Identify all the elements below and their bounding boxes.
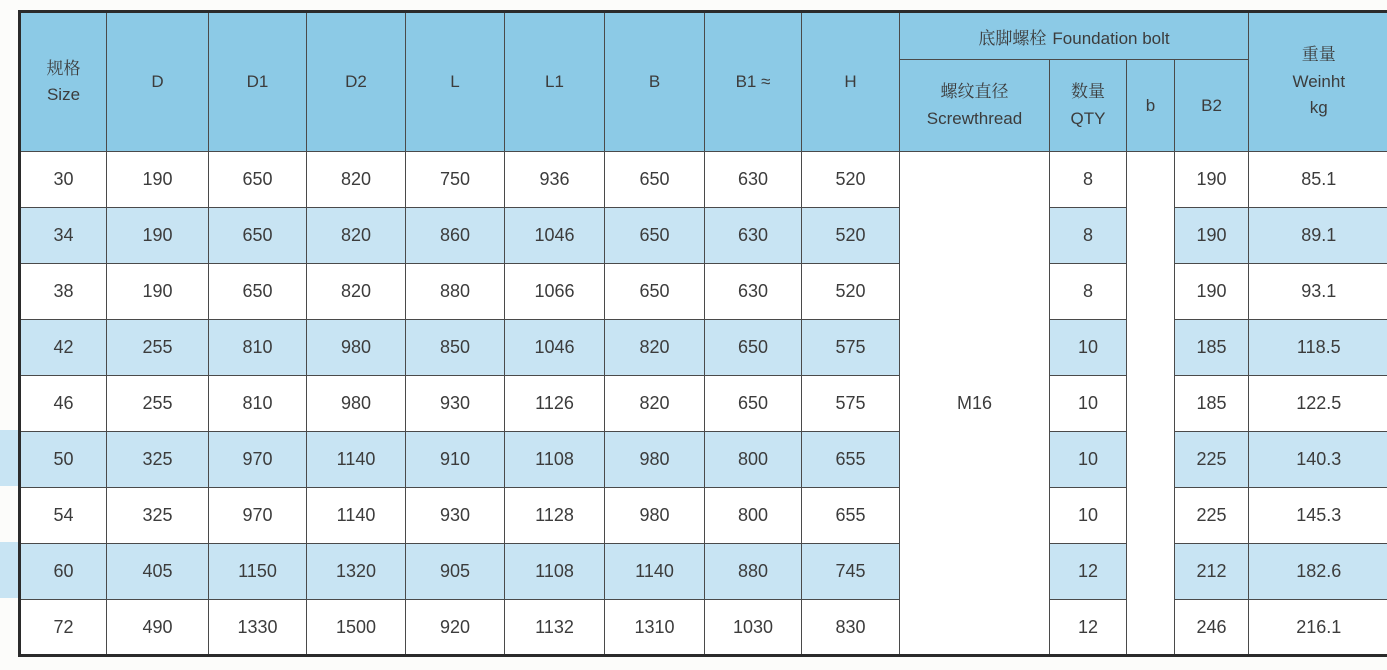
cell-d: 325 [107, 488, 209, 544]
cell-size: 38 [20, 264, 107, 320]
cell-h: 520 [802, 208, 900, 264]
cell-b: 650 [605, 208, 705, 264]
cell-b2: 225 [1175, 488, 1249, 544]
table-row [20, 152, 1387, 208]
spec-table [18, 10, 1387, 657]
col-header-b1: B1 ≈ [705, 12, 802, 152]
cell-l: 880 [406, 264, 505, 320]
cell-h: 745 [802, 544, 900, 600]
cell-d: 190 [107, 264, 209, 320]
cell-b2: 190 [1175, 152, 1249, 208]
cell-qty: 10 [1050, 320, 1127, 376]
table-row [20, 432, 1387, 488]
cell-b: 1140 [605, 544, 705, 600]
cell-size: 46 [20, 376, 107, 432]
cell-b1: 630 [705, 208, 802, 264]
cell-b2: 190 [1175, 264, 1249, 320]
table-row [20, 320, 1387, 376]
table-row [20, 208, 1387, 264]
cell-weight: 216.1 [1249, 600, 1387, 656]
scan-artifact-strip [0, 542, 18, 598]
cell-d2: 1140 [307, 488, 406, 544]
header-row-top [20, 12, 1387, 60]
cell-h: 520 [802, 264, 900, 320]
cell-weight: 89.1 [1249, 208, 1387, 264]
cell-size: 54 [20, 488, 107, 544]
cell-l: 850 [406, 320, 505, 376]
col-header-weight-en: Weinht [1292, 71, 1346, 91]
cell-d1: 650 [209, 208, 307, 264]
cell-b: 820 [605, 376, 705, 432]
col-header-d2: D2 [307, 12, 406, 152]
cell-b1: 800 [705, 488, 802, 544]
cell-b: 980 [605, 432, 705, 488]
cell-size: 34 [20, 208, 107, 264]
cell-weight: 145.3 [1249, 488, 1387, 544]
col-header-foundation-bolt [900, 12, 1249, 60]
cell-size: 72 [20, 600, 107, 656]
cell-weight: 122.5 [1249, 376, 1387, 432]
cell-h: 575 [802, 376, 900, 432]
col-header-b-small: b [1127, 60, 1175, 152]
cell-h: 575 [802, 320, 900, 376]
col-header-d: D [107, 12, 209, 152]
cell-h: 655 [802, 432, 900, 488]
cell-b1: 650 [705, 320, 802, 376]
table-body [20, 152, 1387, 656]
cell-l1: 1108 [505, 432, 605, 488]
col-header-screwthread [900, 60, 1050, 152]
cell-d: 190 [107, 208, 209, 264]
cell-screwthread-merged: M16 [900, 152, 1050, 656]
cell-l1: 1128 [505, 488, 605, 544]
cell-size: 50 [20, 432, 107, 488]
cell-h: 830 [802, 600, 900, 656]
cell-qty: 10 [1050, 488, 1127, 544]
cell-l1: 936 [505, 152, 605, 208]
cell-d2: 820 [307, 264, 406, 320]
cell-b1: 880 [705, 544, 802, 600]
table-row [20, 488, 1387, 544]
cell-d1: 970 [209, 488, 307, 544]
cell-qty: 10 [1050, 432, 1127, 488]
cell-d1: 1150 [209, 544, 307, 600]
col-header-qty [1050, 60, 1127, 152]
cell-weight: 140.3 [1249, 432, 1387, 488]
cell-b2: 225 [1175, 432, 1249, 488]
cell-d2: 1140 [307, 432, 406, 488]
cell-weight: 118.5 [1249, 320, 1387, 376]
cell-qty: 8 [1050, 152, 1127, 208]
col-header-b: B [605, 12, 705, 152]
col-header-size-en: Size [46, 85, 81, 104]
col-header-qty-zh: 数量 [1071, 82, 1105, 102]
cell-d1: 650 [209, 264, 307, 320]
table-row [20, 376, 1387, 432]
cell-d2: 1500 [307, 600, 406, 656]
cell-l1: 1108 [505, 544, 605, 600]
cell-weight: 85.1 [1249, 152, 1387, 208]
cell-weight: 182.6 [1249, 544, 1387, 600]
cell-b1: 630 [705, 264, 802, 320]
col-header-weight-unit: kg [1309, 98, 1328, 118]
cell-b1: 650 [705, 376, 802, 432]
table-row [20, 544, 1387, 600]
cell-weight: 93.1 [1249, 264, 1387, 320]
cell-b2: 185 [1175, 320, 1249, 376]
cell-l1: 1046 [505, 320, 605, 376]
col-header-d1: D1 [209, 12, 307, 152]
cell-d2: 820 [307, 152, 406, 208]
cell-l1: 1126 [505, 376, 605, 432]
col-header-screwthread-en: Screwthread [926, 108, 1023, 128]
col-header-foundation-bolt-zh: 底脚螺栓 [978, 28, 1047, 48]
table-row [20, 264, 1387, 320]
cell-l: 930 [406, 488, 505, 544]
col-header-size-zh: 规格 [46, 58, 81, 78]
cell-l: 750 [406, 152, 505, 208]
cell-qty: 12 [1050, 600, 1127, 656]
cell-b: 980 [605, 488, 705, 544]
col-header-h: H [802, 12, 900, 152]
cell-l: 930 [406, 376, 505, 432]
cell-d1: 810 [209, 376, 307, 432]
cell-qty: 12 [1050, 544, 1127, 600]
cell-d1: 970 [209, 432, 307, 488]
table-header [20, 12, 1387, 152]
cell-d2: 820 [307, 208, 406, 264]
cell-b1: 800 [705, 432, 802, 488]
cell-h: 655 [802, 488, 900, 544]
cell-b2: 185 [1175, 376, 1249, 432]
col-header-size [20, 12, 107, 152]
cell-b: 820 [605, 320, 705, 376]
cell-d2: 980 [307, 376, 406, 432]
cell-b-merged [1127, 152, 1175, 656]
cell-d: 190 [107, 152, 209, 208]
table-row [20, 600, 1387, 656]
cell-size: 60 [20, 544, 107, 600]
cell-l: 920 [406, 600, 505, 656]
cell-l: 910 [406, 432, 505, 488]
cell-d: 255 [107, 320, 209, 376]
cell-l1: 1066 [505, 264, 605, 320]
cell-b1: 1030 [705, 600, 802, 656]
cell-l: 860 [406, 208, 505, 264]
cell-h: 520 [802, 152, 900, 208]
col-header-qty-en: QTY [1070, 108, 1106, 128]
col-header-l: L [406, 12, 505, 152]
col-header-foundation-bolt-en: Foundation bolt [1052, 28, 1170, 48]
cell-b: 650 [605, 264, 705, 320]
cell-l1: 1046 [505, 208, 605, 264]
cell-l1: 1132 [505, 600, 605, 656]
cell-d1: 650 [209, 152, 307, 208]
cell-b: 650 [605, 152, 705, 208]
cell-size: 30 [20, 152, 107, 208]
col-header-weight-zh: 重量 [1301, 45, 1336, 65]
cell-l: 905 [406, 544, 505, 600]
cell-d2: 1320 [307, 544, 406, 600]
cell-qty: 8 [1050, 264, 1127, 320]
col-header-screwthread-zh: 螺纹直径 [940, 82, 1009, 102]
cell-d: 325 [107, 432, 209, 488]
cell-b2: 190 [1175, 208, 1249, 264]
cell-d1: 810 [209, 320, 307, 376]
cell-b2: 246 [1175, 600, 1249, 656]
cell-b1: 630 [705, 152, 802, 208]
col-header-l1: L1 [505, 12, 605, 152]
scan-artifact-strip [0, 430, 18, 486]
cell-d1: 1330 [209, 600, 307, 656]
cell-d: 255 [107, 376, 209, 432]
cell-d: 405 [107, 544, 209, 600]
cell-d: 490 [107, 600, 209, 656]
cell-qty: 8 [1050, 208, 1127, 264]
cell-size: 42 [20, 320, 107, 376]
cell-b: 1310 [605, 600, 705, 656]
cell-qty: 10 [1050, 376, 1127, 432]
col-header-weight [1249, 12, 1387, 152]
col-header-b2: B2 [1175, 60, 1249, 152]
cell-d2: 980 [307, 320, 406, 376]
cell-b2: 212 [1175, 544, 1249, 600]
